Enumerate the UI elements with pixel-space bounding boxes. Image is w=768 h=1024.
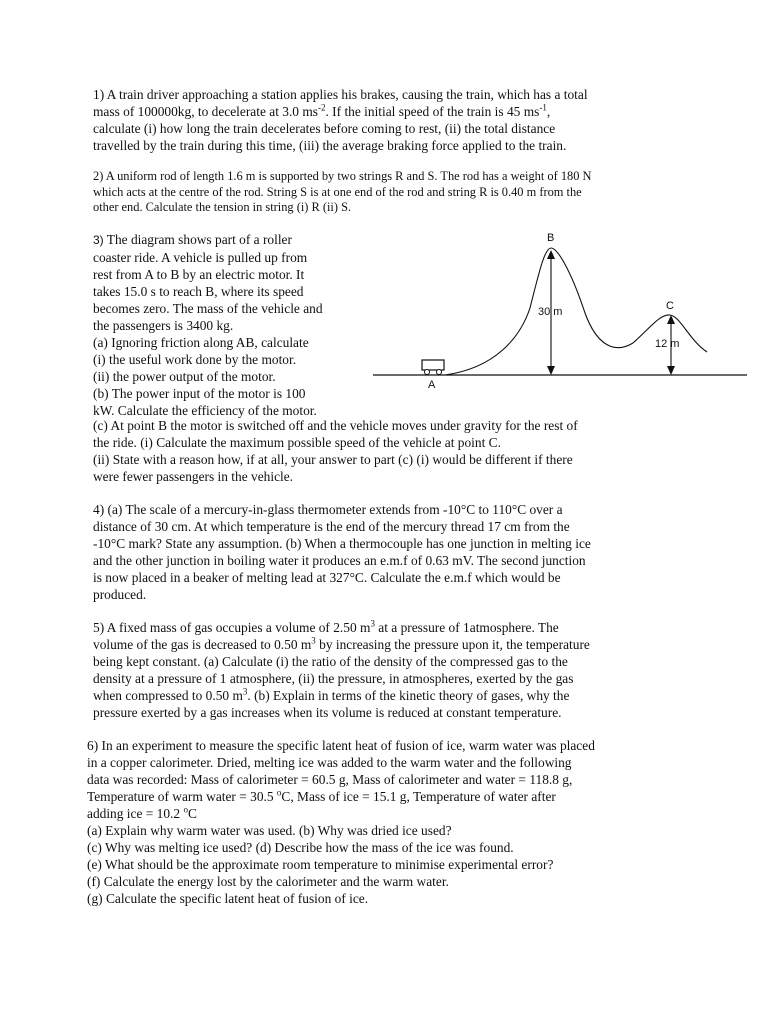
q3-line-1 (93, 231, 365, 249)
q6-line-1: 6) In an experiment to measure the specific latent heat of fusion of ice, warm water was placed (87, 738, 595, 753)
question-2 (93, 169, 683, 216)
q6-degree-superscript-1: o (276, 787, 282, 798)
q4-line-5: is now placed in a beaker of melting lead at 327°C. Calculate the e.m.f which would be (93, 570, 561, 585)
q4-line-3: -10°C mark? State any assumption. (b) When a thermocouple has one junction in melting ice (93, 536, 591, 551)
q4-line-4: and the other junction in boiling water it produces an e.m.f of 0.63 mV. The second junction (93, 553, 586, 568)
q3-line-12: (c) At point B the motor is switched off and the vehicle moves under gravity for the rest of (93, 418, 578, 433)
q6-line-6: (a) Explain why warm water was used. (b) Why was dried ice used? (87, 823, 452, 838)
q5-line-2-superscript: 3 (311, 635, 316, 646)
q1-line-3: calculate (i) how long the train decelerates before coming to rest, (ii) the total distance (93, 121, 556, 136)
q3-line-15: were fewer passengers in the vehicle. (93, 469, 294, 484)
q5-line-5 (93, 687, 683, 704)
q6-line-8: (e) What should be the approximate room temperature to minimise experimental error? (87, 857, 554, 872)
q4-line-6: produced. (93, 587, 147, 602)
vehicle-icon (422, 360, 444, 375)
q6-line-7: (c) Why was melting ice used? (d) Describe how the mass of the ice was found. (87, 840, 514, 855)
question-3-left-column (93, 231, 365, 419)
q2-line-3: other end. Calculate the tension in string (i) R (ii) S. (93, 200, 352, 214)
q6-line-4-text: Temperature of warm water = 30.5 (87, 789, 277, 804)
q5-line-1-superscript: 3 (370, 618, 375, 629)
q5-line-6: pressure exerted by a gas increases when its volume is reduced at constant temperature. (93, 705, 562, 720)
question-3-continued (93, 417, 683, 485)
q6-line-2: in a copper calorimeter. Dried, melting ice was added to the warm water and the following (87, 755, 572, 770)
q3-line-6: the passengers is 3400 kg. (93, 318, 234, 333)
q3-line-11: kW. Calculate the efficiency of the motor. (93, 403, 317, 418)
q5-line-2-text: volume of the gas is decreased to 0.50 m (93, 637, 312, 652)
q5-line-5-text: when compressed to 0.50 m (93, 688, 243, 703)
q5-line-1-text-end: at a pressure of 1atmosphere. The (374, 620, 559, 635)
q3-line-5: becomes zero. The mass of the vehicle and (93, 301, 323, 316)
label-height-b: 30 m (538, 306, 563, 318)
question-5 (93, 619, 683, 721)
q2-line-2: which acts at the centre of the rod. String S is at one end of the rod and string R is 0.40 m from the (93, 184, 582, 199)
q5-line-5-text-end: . (b) Explain in terms of the kinetic theory of gases, why the (247, 688, 570, 703)
q5-line-1 (93, 619, 683, 636)
q5-line-2-text-end: by increasing the pressure upon it, the temperature (315, 637, 590, 652)
q1-line-2 (93, 103, 683, 120)
q4-line-2: distance of 30 cm. At which temperature is the end of the mercury thread 17 cm from the (93, 519, 570, 534)
q3-line-10: (b) The power input of the motor is 100 (93, 386, 306, 401)
roller-coaster-diagram (365, 228, 765, 398)
question-6 (87, 737, 687, 907)
q3-line-14: (ii) State with a reason how, if at all, your answer to part (c) (i) would be different if there (93, 452, 573, 467)
q6-line-4-text-end: C, Mass of ice = 15.1 g, Temperature of water after (281, 789, 556, 804)
q6-line-10: (g) Calculate the specific latent heat of fusion of ice. (87, 891, 369, 906)
label-a: A (428, 379, 436, 391)
arrowhead-b-bottom (547, 366, 555, 375)
q5-line-1-text: 5) A fixed mass of gas occupies a volume of 2.50 m (93, 620, 371, 635)
q5-line-3: being kept constant. (a) Calculate (i) the ratio of the density of the compressed gas to the (93, 654, 568, 669)
q1-line-2-text: mass of 100000kg, to decelerate at 3.0 ms (93, 104, 318, 119)
q3-number: 3) (93, 233, 104, 247)
label-b: B (547, 232, 555, 244)
q3-line-7: (a) Ignoring friction along AB, calculate (93, 335, 309, 350)
q5-line-2 (93, 636, 683, 653)
q1-line-2-text-end: , (546, 104, 551, 119)
q3-line-9: (ii) the power output of the motor. (93, 369, 276, 384)
q6-line-5 (87, 805, 687, 822)
q6-line-9: (f) Calculate the energy lost by the calorimeter and the warm water. (87, 874, 449, 889)
q1-line-1: 1) A train driver approaching a station applies his brakes, causing the train, which has a total (93, 87, 588, 102)
q3-line-13: the ride. (i) Calculate the maximum possible speed of the vehicle at point C. (93, 435, 501, 450)
q6-line-4 (87, 788, 687, 805)
q5-line-4: density at a pressure of 1 atmosphere, (ii) the pressure, in atmospheres, exerted by the gas (93, 671, 574, 686)
q1-line-2-text-mid: . If the initial speed of the train is 45 ms (325, 104, 540, 119)
q1-line-4: travelled by the train during this time, (iii) the average braking force applied to the train. (93, 138, 567, 153)
q6-line-5-text-end: C (187, 806, 197, 821)
label-height-c: 12 m (655, 338, 680, 350)
q3-line-1-text: The diagram shows part of a roller (103, 232, 292, 247)
q2-line-1: 2) A uniform rod of length 1.6 m is supported by two strings R and S. The rod has a weight of 180 N (93, 169, 592, 183)
question-1 (93, 86, 683, 154)
q1-superscript-speed: -1 (539, 102, 547, 113)
q3-line-8: (i) the useful work done by the motor. (93, 352, 297, 367)
q1-superscript-acceleration: -2 (317, 102, 326, 113)
q3-line-2: coaster ride. A vehicle is pulled up from (93, 250, 308, 265)
arrowhead-b-top (547, 250, 555, 259)
arrowhead-c-bottom (667, 366, 675, 375)
q6-degree-superscript-2: o (183, 804, 188, 815)
q5-line-5-superscript: 3 (242, 686, 248, 697)
question-4 (93, 501, 683, 603)
q3-line-4: takes 15.0 s to reach B, where its speed (93, 284, 304, 299)
q6-line-5-text: adding ice = 10.2 (87, 806, 184, 821)
q6-line-3: data was recorded: Mass of calorimeter = 60.5 g, Mass of calorimeter and water = 118.8 g, (87, 772, 573, 787)
label-c: C (666, 300, 674, 312)
q4-line-1: 4) (a) The scale of a mercury-in-glass thermometer extends from -10°C to 110°C over a (93, 502, 563, 517)
q3-line-3: rest from A to B by an electric motor. It (93, 267, 305, 282)
